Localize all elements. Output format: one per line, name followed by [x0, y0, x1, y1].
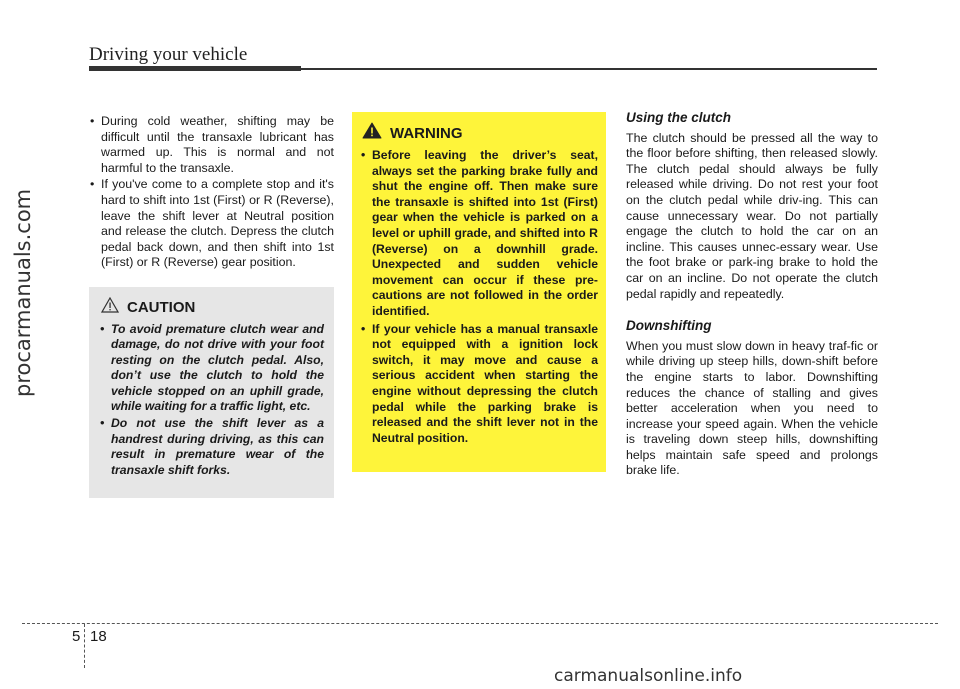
- header-rule-thin: [301, 68, 877, 70]
- warning-triangle-outline-icon: [101, 297, 119, 318]
- page-number: 18: [90, 628, 107, 645]
- warning-box: [352, 112, 606, 472]
- warning-triangle-filled-icon: [362, 122, 382, 144]
- left-column: [89, 114, 334, 272]
- warning-list: [360, 148, 598, 446]
- footer-dashed-divider: [84, 624, 85, 668]
- left-bullet-item: • If you've come to a complete stop and it's hard to shift into 1st (First) or R (Reverse), leave the shift lever at Neutral position and release the clutch. Depress the clutch pedal back down, and then shift into 1st (First) or R (Reverse) gear position.: [89, 177, 334, 271]
- right-column: [626, 110, 878, 495]
- section-heading: Downshifting: [626, 318, 712, 334]
- warning-item: • Before leaving the driver’s seat, always set the parking brake fully and shut the engine off. Then make sure the transaxle is shifted into 1st (First) gear when the vehicle is parked on a level or uphill grade, and shifted into R (Reverse) on a downhill grade. Unexpected and sudden vehicle movement can occur if these pre-cautions are not followed in the order identified.: [360, 148, 598, 320]
- chapter-number: 5: [72, 628, 81, 645]
- section-body: When you must slow down in heavy traf-fic or while driving up steep hills, down-shift before the engine starts to labor. Downshifting reduces the chance of stalling and gives better acceleration when you need to increase your speed again. When the vehicle is traveling down steep hills, downshifting helps maintain safe speed and prolongs brake life.: [626, 338, 878, 478]
- warning-heading: [362, 122, 598, 144]
- caution-item: • To avoid premature clutch wear and damage, do not drive with your foot resting on the clutch pedal. Also, don’t use the clutch to hold the vehicle stopped on an uphill grade, while waiting for a traffic light, etc.: [99, 322, 324, 414]
- caution-title: CAUTION: [127, 299, 196, 316]
- left-bullet-list: [89, 114, 334, 271]
- section-downshifting: [626, 318, 878, 479]
- caution-item: • Do not use the shift lever as a handrest during driving, as this can result in premature wear of the transaxle shift forks.: [99, 416, 324, 478]
- caution-box: [89, 287, 334, 498]
- warning-item: • If your vehicle has a manual transaxle not equipped with a ignition lock switch, it may move and cause a serious accident when starting the engine without depressing the clutch pedal while the parking brake is released and the shift lever not in the Neutral position.: [360, 322, 598, 447]
- page-header-title: Driving your vehicle: [89, 44, 248, 65]
- header-rule-thick: [89, 66, 301, 71]
- warning-title: WARNING: [390, 124, 463, 142]
- footer-dashed-rule: [22, 623, 938, 624]
- caution-list: [99, 322, 324, 478]
- side-watermark: procarmanuals.com: [11, 188, 35, 397]
- caution-heading: [101, 297, 324, 318]
- section-heading: Using the clutch: [626, 110, 732, 125]
- section-body: The clutch should be pressed all the way to the floor before shifting, then released slowly. The clutch pedal should always be fully released while driving. Do not rest your foot on the clutch pedal while driv-ing. This can cause unnecessary wear. Do not partially engage the clutch to hold the car on an incline. This causes unnec-essary wear. Use the foot brake or park-ing brake to hold the car on an incline. Do not operate the clutch pedal rapidly and repeatedly.: [626, 130, 878, 301]
- left-bullet-item: • During cold weather, shifting may be difficult until the transaxle lubricant has warmed up. This is normal and not harmful to the transaxle.: [89, 114, 334, 176]
- section-using-clutch: [626, 110, 878, 302]
- bottom-watermark: carmanualsonline.info: [554, 666, 743, 686]
